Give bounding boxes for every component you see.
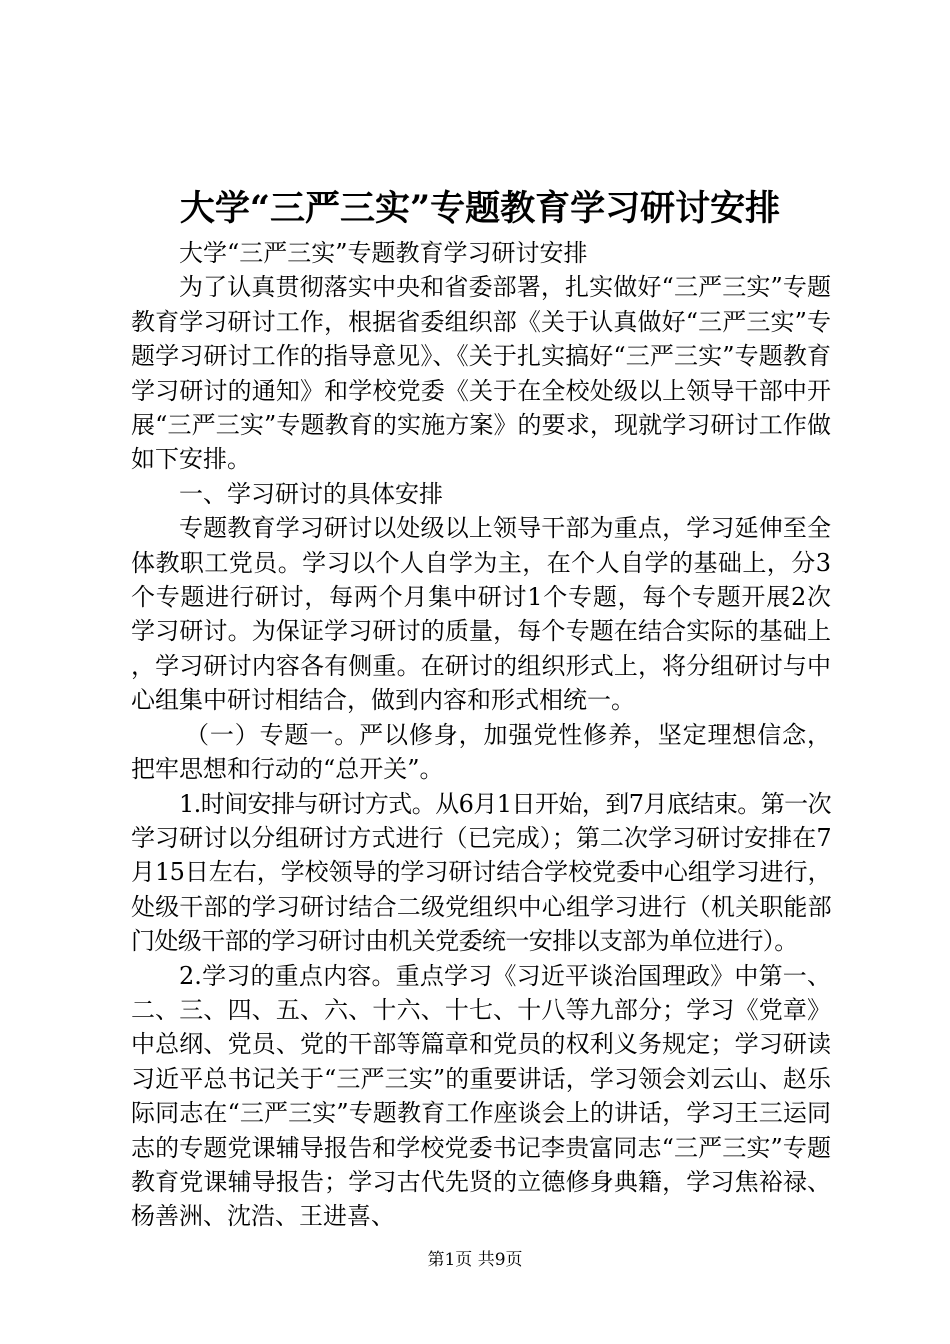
page-indicator: 第1页 共9页 xyxy=(427,1250,523,1270)
document-body xyxy=(131,236,831,1234)
paragraph-topic-one: （一）专题一。严以修身，加强党性修养，坚定理想信念，把牢思想和行动的“总开关”。 xyxy=(131,720,831,784)
paragraph-arrangement: 专题教育学习研讨以处级以上领导干部为重点，学习延伸至全体教职工党员。学习以个人自学为主，在个人自学的基础上，分3个专题进行研讨，每两个月集中研讨1个专题，每个专题开展2次学习研讨。为保证学习研讨的质量，每个专题在结合实际的基础上，学习研讨内容各有侧重。在研讨的组织形式上，将分组研讨与中心组集中研讨相结合，做到内容和形式相统一。 xyxy=(131,514,831,715)
paragraph-schedule: 1.时间安排与研讨方式。从6月1日开始，到7月底结束。第一次学习研讨以分组研讨方式进行（已完成）；第二次学习研讨安排在7月15日左右，学校领导的学习研讨结合学校党委中心组学习进行，处级干部的学习研讨结合二级党组织中心组学习进行（机关职能部门处级干部的学习研讨由机关党委统一安排以支部为单位进行）。 xyxy=(131,789,831,956)
document-title: 大学“三严三实”专题教育学习研讨安排 xyxy=(179,188,781,229)
section-heading: 一、学习研讨的具体安排 xyxy=(179,479,443,508)
paragraph-intro: 为了认真贯彻落实中央和省委部署，扎实做好“三严三实”专题教育学习研讨工作，根据省委组织部《关于认真做好“三严三实”专题学习研讨工作的指导意见》、《关于扎实搞好“三严三实”专题教育学习研讨的通知》和学校党委《关于在全校处级以上领导干部中开展“三严三实”专题教育的实施方案》的要求，现就学习研讨工作做如下安排。 xyxy=(131,273,831,474)
paragraph-key-content: 2.学习的重点内容。重点学习《习近平谈治国理政》中第一、二、三、四、五、六、十六、十七、十八等九部分；学习《党章》中总纲、党员、党的干部等篇章和党员的权利义务规定；学习研读习近平总书记关于“三严三实”的重要讲话，学习领会刘云山、赵乐际同志在“三严三实”专题教育工作座谈会上的讲话，学习王三运同志的专题党课辅导报告和学校党委书记李贵富同志“三严三实”专题教育党课辅导报告；学习古代先贤的立德修身典籍，学习焦裕禄、杨善洲、沈浩、王进喜、 xyxy=(131,961,831,1231)
paragraph-subtitle: 大学“三严三实”专题教育学习研讨安排 xyxy=(179,239,588,267)
